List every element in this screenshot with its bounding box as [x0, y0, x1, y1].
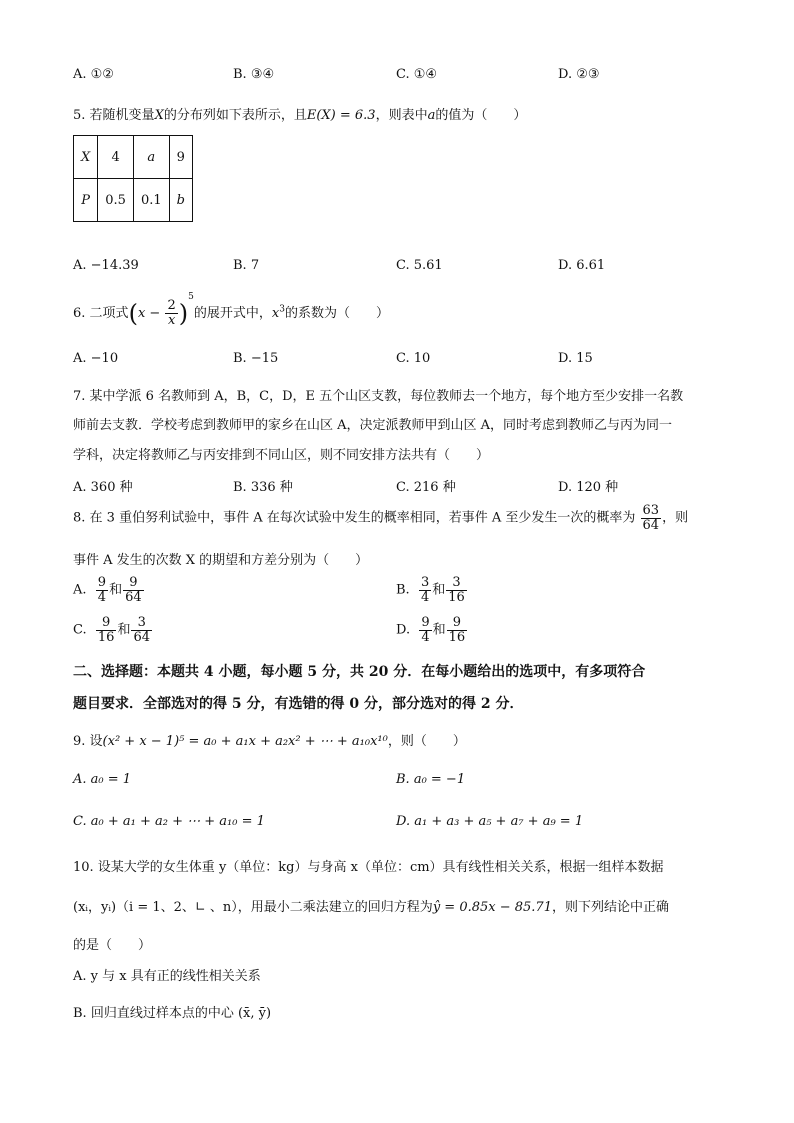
q6-fraction: $\frac{2}{x}$	[167, 298, 176, 328]
q10-line-1: 10. 设某大学的女生体重 y（单位：kg）与身高 x（单位：cm）具有线性相关关系，根据一组样本数据	[73, 860, 664, 875]
q8-option-c: C. $\frac{9}{16}$ 和 $\frac{3}{64}$	[73, 615, 150, 645]
table-cell: a	[133, 136, 169, 179]
q5-option-b: B. 7	[233, 258, 260, 273]
table-cell: P	[74, 179, 98, 222]
q6-option-b: B. −15	[233, 351, 279, 366]
q5-stem: 5. 若随机变量X的分布列如下表所示，且E(X) = 6.3，则表中a的值为（ ）	[73, 108, 527, 123]
table-cell: b	[169, 179, 192, 222]
section-2-heading-line-2: 题目要求．全部选对的得 5 分，有选错的得 0 分，部分选对的得 2 分．	[73, 696, 524, 712]
q5-option-a: A. −14.39	[73, 258, 139, 273]
table-cell: 0.1	[133, 179, 169, 222]
q7-line-1: 7. 某中学派 6 名教师到 A，B，C，D，E 五个山区支教，每位教师去一个地方，每个地方至少安排一名教	[73, 389, 684, 404]
section-2-heading-line-1: 二、选择题：本题共 4 小题，每小题 5 分，共 20 分．在每小题给出的选项中，有多项符合	[73, 664, 646, 680]
q9-option-c: C. a₀ + a₁ + a₂ + ⋯ + a₁₀ = 1	[73, 814, 265, 829]
table-cell: 9	[169, 136, 192, 179]
q5-option-c: C. 5.61	[396, 258, 443, 273]
q10-line-3: 的是（ ）	[73, 938, 152, 953]
q7-option-c: C. 216 种	[396, 480, 456, 495]
q7-option-b: B. 336 种	[233, 480, 293, 495]
table-cell: X	[74, 136, 98, 179]
q10-line-2: (xᵢ，yᵢ)（i = 1、2、∟ 、n），用最小二乘法建立的回归方程为ŷ = 0.85x − 85.71，则下列结论中正确	[73, 900, 669, 915]
q10-option-a: A. y 与 x 具有正的线性相关关系	[73, 969, 261, 984]
q7-line-3: 学科，决定将教师乙与丙安排到不同山区，则不同安排方法共有（ ）	[73, 448, 490, 463]
q4-option-c: C. ①④	[396, 67, 438, 82]
q6-option-d: D. 15	[558, 351, 593, 366]
q8-fraction: $\frac{63}{64}$	[642, 503, 660, 533]
q7-line-2: 师前去支教．学校考虑到教师甲的家乡在山区 A，决定派教师甲到山区 A，同时考虑到教师乙与丙为同一	[73, 418, 673, 433]
q6-option-a: A. −10	[73, 351, 119, 366]
q5-option-d: D. 6.61	[558, 258, 606, 273]
q7-option-a: A. 360 种	[73, 480, 133, 495]
q9-stem: 9. 设(x² + x − 1)⁵ = a₀ + a₁x + a₂x² + ⋯ + a₁₀x¹⁰，则（ ）	[73, 734, 466, 749]
q9-option-d: D. a₁ + a₃ + a₅ + a₇ + a₉ = 1	[396, 814, 584, 829]
q4-option-b: B. ③④	[233, 67, 275, 82]
table-row	[74, 179, 193, 222]
q8-line-1: 8. 在 3 重伯努利试验中，事件 A 在每次试验中发生的概率相同，若事件 A 至少发生一次的概率为 $\frac{63}{64}$ ，则	[73, 503, 689, 533]
table-cell: 4	[98, 136, 134, 179]
table-row	[74, 136, 193, 179]
table-cell: 0.5	[98, 179, 134, 222]
q10-option-b: B. 回归直线过样本点的中心 (x̄, ȳ)	[73, 1006, 272, 1021]
q6-option-c: C. 10	[396, 351, 431, 366]
q9-option-a: A. a₀ = 1	[73, 772, 132, 787]
q7-option-d: D. 120 种	[558, 480, 619, 495]
q6-stem: 6. 二项式(x − $\frac{2}{x}$ )$^5$的展开式中，$x^3$的系数为（ ）	[73, 292, 389, 328]
q4-option-d: D. ②③	[558, 67, 600, 82]
q8-line-2: 事件 A 发生的次数 X 的期望和方差分别为（ ）	[73, 553, 369, 568]
q5-distribution-table	[73, 135, 193, 222]
q8-option-b: B. $\frac{3}{4}$ 和 $\frac{3}{16}$	[396, 575, 465, 605]
q8-option-d: D. $\frac{9}{4}$ 和 $\frac{9}{16}$	[396, 615, 466, 645]
q8-option-a: A. $\frac{9}{4}$ 和 $\frac{9}{64}$	[73, 575, 142, 605]
q4-option-a: A. ①②	[73, 67, 114, 82]
q9-option-b: B. a₀ = −1	[396, 772, 466, 787]
